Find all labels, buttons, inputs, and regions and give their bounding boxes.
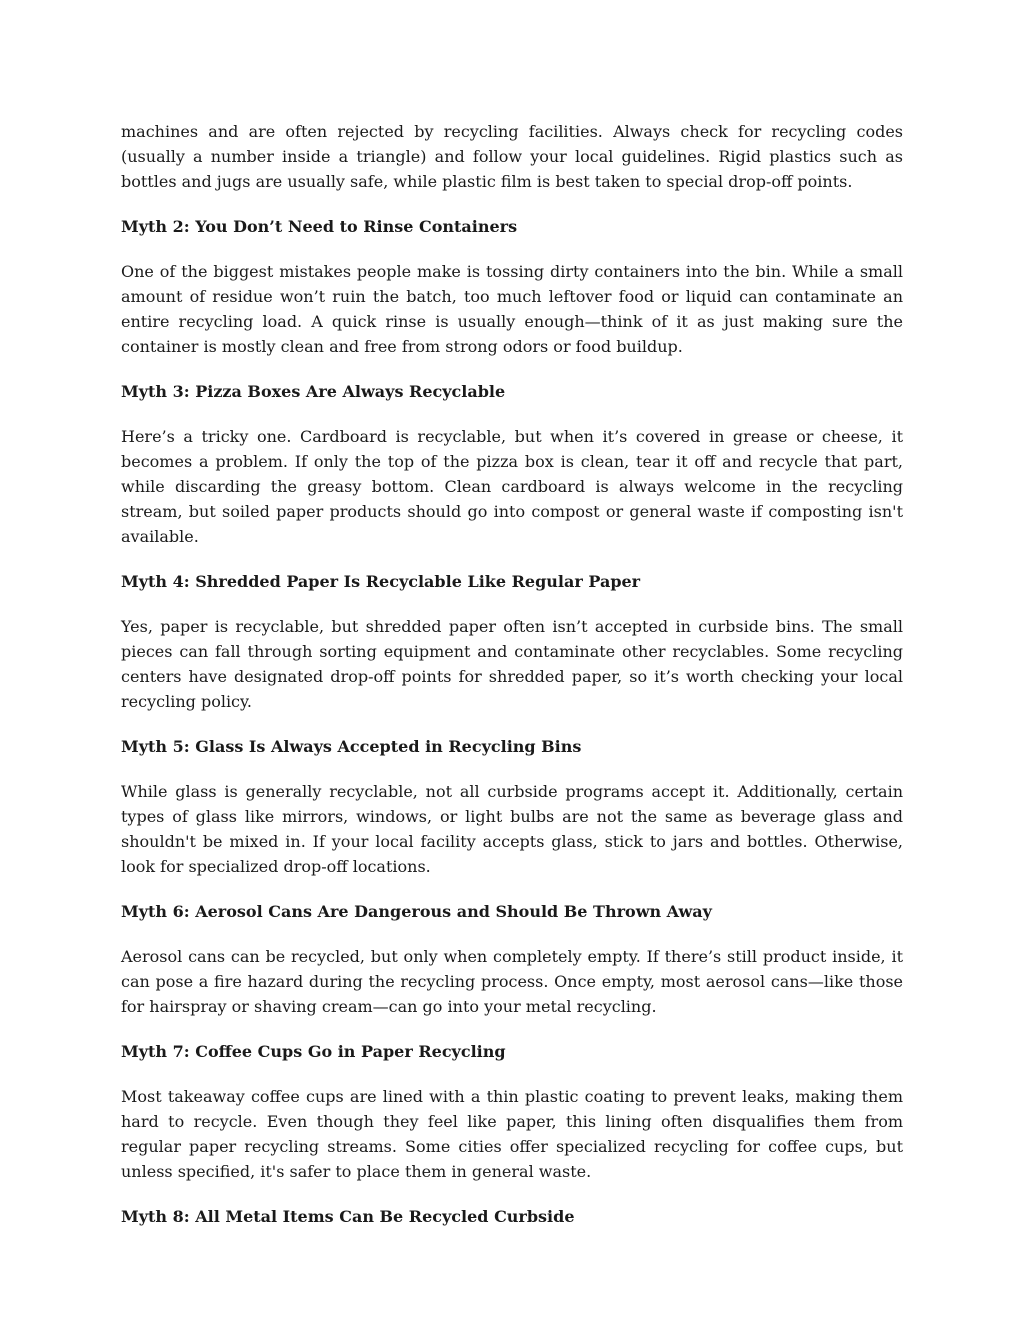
section-heading-myth-7: Myth 7: Coffee Cups Go in Paper Recycling (121, 1042, 506, 1061)
section-heading-myth-6: Myth 6: Aerosol Cans Are Dangerous and Should Be Thrown Away (121, 902, 712, 921)
section-heading-myth-2: Myth 2: You Don’t Need to Rinse Containers (121, 217, 518, 236)
section-heading-myth-3: Myth 3: Pizza Boxes Are Always Recyclable (121, 382, 506, 401)
intro-paragraph: machines and are often rejected by recycling facilities. Always check for recycling codes (usually a number inside a triangle) and follow your local guidelines. Rigid plastics such as bottles and jugs are usually safe, while plastic film is best taken to special drop-off points. (121, 122, 903, 191)
section-body-myth-3: Here’s a tricky one. Cardboard is recyclable, but when it’s covered in grease or cheese, it becomes a problem. If only the top of the pizza box is clean, tear it off and recycle that part, while discarding the greasy bottom. Clean cardboard is always welcome in the recycling stream, but soiled paper products should go into compost or general waste if composting isn't available. (121, 427, 903, 546)
section-heading-myth-4: Myth 4: Shredded Paper Is Recyclable Like Regular Paper (121, 572, 641, 591)
section-heading-myth-8: Myth 8: All Metal Items Can Be Recycled Curbside (121, 1207, 575, 1226)
section-body-myth-7: Most takeaway coffee cups are lined with a thin plastic coating to prevent leaks, making them hard to recycle. Even though they feel like paper, this lining often disqualifies them from regular paper recycling streams. Some cities offer specialized recycling for coffee cups, but unless specified, it's safer to place them in general waste. (121, 1087, 903, 1181)
document-page (121, 119, 903, 1229)
section-body-myth-2: One of the biggest mistakes people make is tossing dirty containers into the bin. While a small amount of residue won’t ruin the batch, too much leftover food or liquid can contaminate an entire recycling load. A quick rinse is usually enough—think of it as just making sure the container is mostly clean and free from strong odors or food buildup. (121, 262, 903, 356)
section-body-myth-4: Yes, paper is recyclable, but shredded paper often isn’t accepted in curbside bins. The small pieces can fall through sorting equipment and contaminate other recyclables. Some recycling centers have designated drop-off points for shredded paper, so it’s worth checking your local recycling policy. (121, 617, 903, 711)
section-body-myth-5: While glass is generally recyclable, not all curbside programs accept it. Additionally, certain types of glass like mirrors, windows, or light bulbs are not the same as beverage glass and shouldn't be mixed in. If your local facility accepts glass, stick to jars and bottles. Otherwise, look for specialized drop-off locations. (121, 782, 903, 876)
section-heading-myth-5: Myth 5: Glass Is Always Accepted in Recycling Bins (121, 737, 582, 756)
section-body-myth-6: Aerosol cans can be recycled, but only when completely empty. If there’s still product inside, it can pose a fire hazard during the recycling process. Once empty, most aerosol cans—like those for hairspray or shaving cream—can go into your metal recycling. (121, 947, 903, 1016)
